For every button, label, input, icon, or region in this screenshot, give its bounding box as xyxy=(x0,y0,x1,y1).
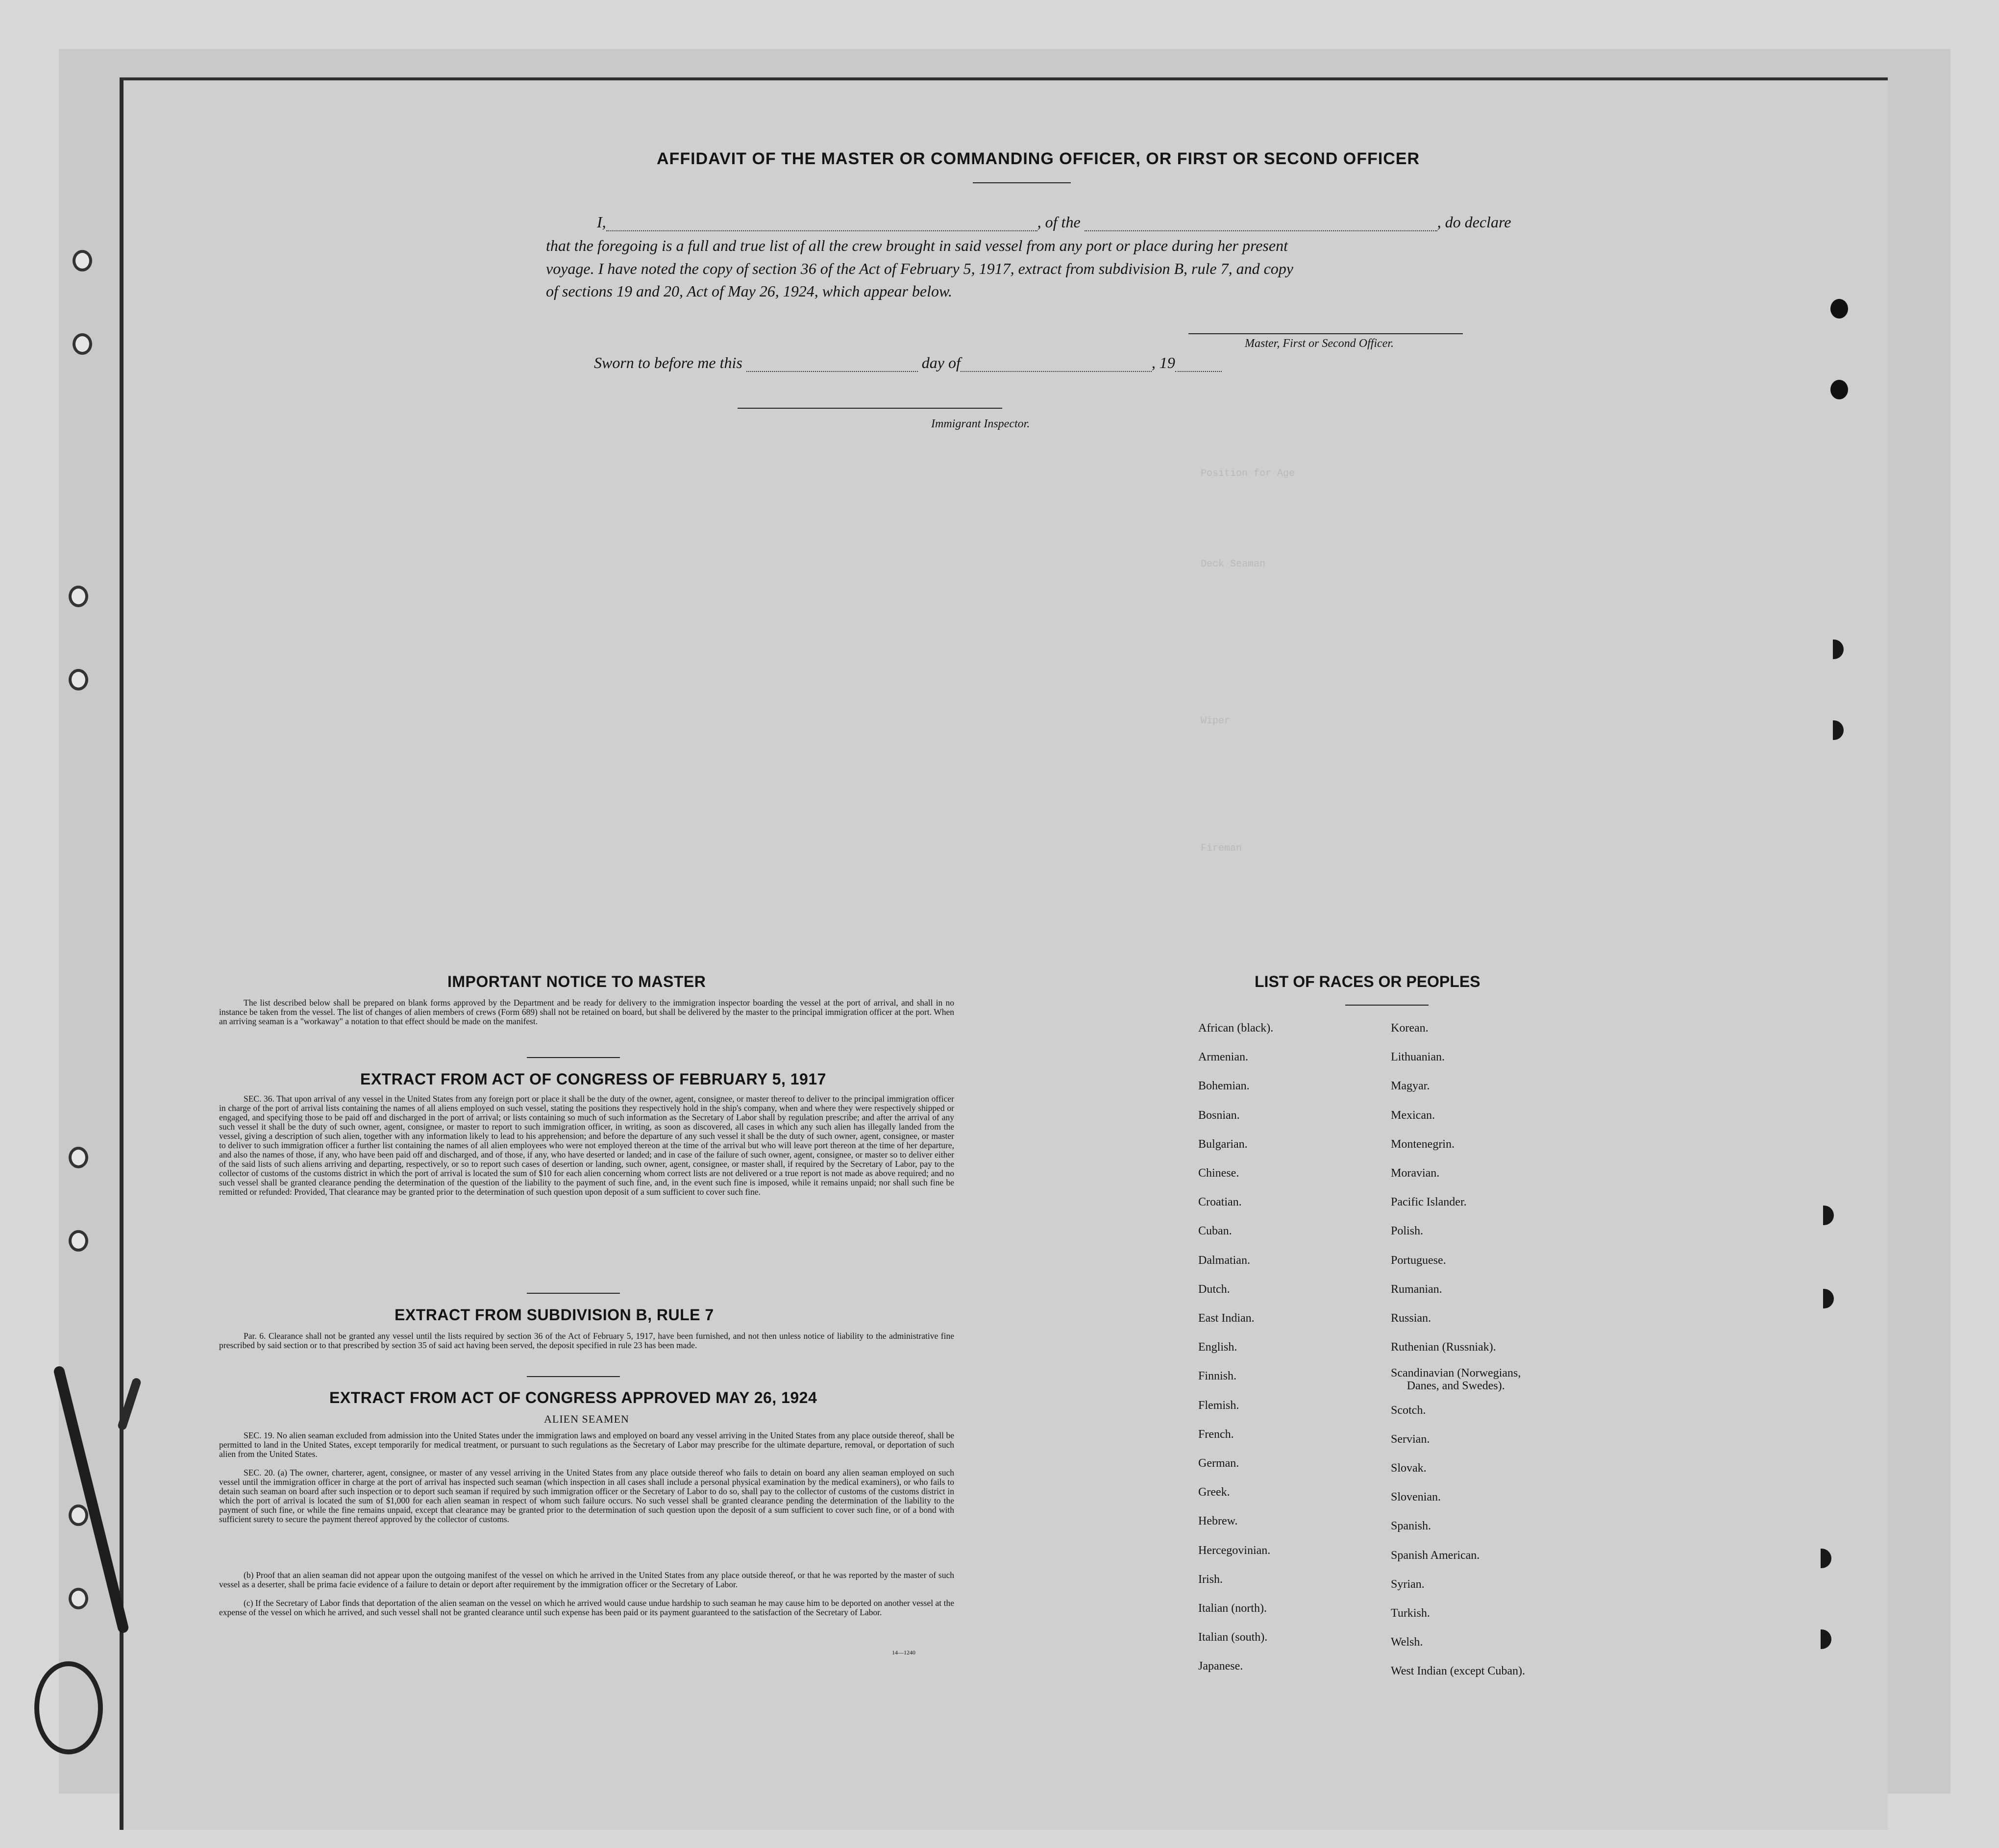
bleed-through-text: Fireman xyxy=(1201,843,1242,854)
race-item: Irish. xyxy=(1198,1573,1223,1586)
binder-hole xyxy=(69,1230,88,1252)
sec-20c-text: (c) If the Secretary of Labor finds that deportation of the alien seaman on the vessel on which he arrived would cause undue hardship to such seaman he may cause him to be deported on another vessel at the expense of the vessel on which he arrived, and such vessel shall not be granted clearance until such expense has been paid or its payment guaranteed to the satisfaction of the Secretary of Labor. xyxy=(219,1598,954,1617)
race-item: Turkish. xyxy=(1391,1607,1430,1620)
binder-hole xyxy=(69,586,88,607)
race-item: Spanish. xyxy=(1391,1520,1431,1533)
section-rule xyxy=(527,1376,620,1377)
pencil-circle-mark xyxy=(34,1661,103,1754)
alien-seamen-subtitle: ALIEN SEAMEN xyxy=(544,1413,629,1425)
sworn-year-blank[interactable] xyxy=(1175,371,1222,372)
extract-1917-title: EXTRACT FROM ACT OF CONGRESS OF FEBRUARY 5, 1917 xyxy=(360,1070,826,1088)
race-item: Greek. xyxy=(1198,1486,1230,1499)
day-of-label: day of xyxy=(921,354,961,371)
race-item: Portuguese. xyxy=(1391,1254,1446,1267)
binder-hole xyxy=(69,1588,88,1609)
race-item: Slovak. xyxy=(1391,1462,1427,1475)
signature-line[interactable] xyxy=(1188,333,1463,334)
signature-caption: Master, First or Second Officer. xyxy=(1245,337,1394,350)
race-item: Polish. xyxy=(1391,1225,1424,1238)
race-item: West Indian (except Cuban). xyxy=(1391,1665,1525,1678)
i-label: I, xyxy=(597,213,606,231)
race-item: Rumanian. xyxy=(1391,1282,1442,1296)
race-item: German. xyxy=(1198,1457,1239,1470)
sworn-day-blank[interactable] xyxy=(746,371,918,372)
declare-label: , do declare xyxy=(1437,213,1511,231)
vessel-blank[interactable] xyxy=(1085,230,1437,231)
race-item: Ruthenian (Russniak). xyxy=(1391,1341,1496,1354)
race-item: Servian. xyxy=(1391,1432,1430,1446)
form-number: 14—1240 xyxy=(892,1649,915,1656)
extract-1917-text: SEC. 36. That upon arrival of any vessel in the United States from any foreign port or place it shall be the duty of the owner, agent, consignee, or master thereof to deliver to the principal immigration officer in charge of the port of arrival lists containing the names of all aliens employed on such vessel, stating the positions they respectively hold in the ship's company, when and where they were respectively shipped or engaged, and specifying those to be paid off and discharged in the port of arrival; or lists containing so much of such information as the Secretary of Labor shall by regulation prescribe; and after the arrival of any such vessel it shall be the duty of such owner, agent, consignee, or master to report to such immigration officer, in writing, as soon as discovered, all cases in which any such alien has illegally landed from the vessel, giving a description of such alien, together with any information likely to lead to his apprehension; and before the departure of any such vessel it shall be the duty of such owner, agent, consignee, or master to deliver to such immigration officer a further list containing the names of all alien employees who were not employed thereon at the time of the arrival but who will leave port thereon at the time of her departure, and also the names of those, if any, who have been paid off and discharged, and of those, if any, who have deserted or landed; and in case of the failure of such owner, agent, consignee, or master so to deliver either of the said lists of such aliens arriving and departing, respectively, or so to report such cases of desertion or landing, such owner, agent, consignee, or master shall, if required by the Secretary of Labor, pay to the collector of customs of the customs district in which the port of arrival is located the sum of $10 for each alien concerning whom correct lists are not delivered or a true report is not made as above required; and no such vessel shall be granted clearance pending the determination of the question of the liability to the payment of such fine, and, in the event such fine is imposed, while it remains unpaid; nor shall such fine be remitted or refunded: Provided, That clearance may be granted prior to the determination of such question upon deposit of a sum sufficient to cover such fine. xyxy=(219,1094,954,1197)
race-item: Syrian. xyxy=(1391,1577,1425,1591)
inspector-caption: Immigrant Inspector. xyxy=(931,418,1030,430)
section-rule xyxy=(527,1057,620,1058)
sworn-month-blank[interactable] xyxy=(961,371,1152,372)
bleed-through-text: Deck Seaman xyxy=(1201,559,1266,570)
race-item: Spanish American. xyxy=(1391,1549,1480,1562)
race-item: Scandinavian (Norwegians, Danes, and Swedes). xyxy=(1391,1367,1521,1393)
inspector-signature-line[interactable] xyxy=(738,408,1002,409)
race-item: Russian. xyxy=(1391,1312,1431,1325)
races-title: LIST OF RACES OR PEOPLES xyxy=(1255,973,1481,990)
race-item: Montenegrin. xyxy=(1391,1137,1455,1151)
rule7-text: Par. 6. Clearance shall not be granted any vessel until the lists required by section 36 of the Act of February 5, 1917, have been furnished, and not then unless notice of liability to the administrative fine prescribed by said section or to that prescribed by section 35 of said act having been served, the deposit specified in rule 23 has been made. xyxy=(219,1331,954,1350)
race-item: Hebrew. xyxy=(1198,1515,1238,1528)
race-item: Japanese. xyxy=(1198,1660,1243,1673)
race-item: Croatian. xyxy=(1198,1196,1242,1209)
document-page xyxy=(120,77,1888,1830)
race-item: Armenian. xyxy=(1198,1051,1248,1064)
title-rule xyxy=(973,182,1071,183)
sec-20a-text: SEC. 20. (a) The owner, charterer, agent, consignee, or master of any vessel arriving in the United States from any place outside thereof who fails to detain on board any alien seaman employed on such vessel until the immigration officer in charge at the port of arrival has inspected such seaman (which inspection in all cases shall include a personal physical examination by the medical examiners), or who fails to detain such seaman on board after such inspection or to deport such seaman if required by such immigration officer or the Secretary of Labor to do so, shall pay to the collector of customs of the customs district in which the port of arrival is located the sum of $1,000 for each alien seaman in respect of whom such failure occurs. No such vessel shall be granted clearance pending the determination of the liability to the payment of such fine, or while the fine remains unpaid, except that clearance may be granted prior to the determination of such question upon the deposit of a sum sufficient to cover such fine, or of a bond with sufficient surety to secure the payment thereof approved by the collector of customs. xyxy=(219,1468,954,1524)
race-item: French. xyxy=(1198,1428,1234,1441)
race-item: Lithuanian. xyxy=(1391,1051,1445,1064)
race-item: Bulgarian. xyxy=(1198,1137,1248,1151)
affidavit-line-1 xyxy=(597,213,1511,231)
sworn-line xyxy=(594,354,1222,372)
race-item: Pacific Islander. xyxy=(1391,1196,1467,1209)
race-item: Italian (south). xyxy=(1198,1631,1268,1644)
binder-hole xyxy=(69,669,88,690)
affidavit-line-4: of sections 19 and 20, Act of May 26, 1924, which appear below. xyxy=(546,282,952,300)
binder-hole xyxy=(73,333,92,355)
binder-hole xyxy=(69,1504,88,1526)
race-item: Korean. xyxy=(1391,1022,1429,1035)
race-item: Moravian. xyxy=(1391,1167,1440,1180)
race-item: Welsh. xyxy=(1391,1636,1423,1649)
sworn-prefix: Sworn to before me this xyxy=(594,354,742,371)
affidavit-line-2: that the foregoing is a full and true list of all the crew brought in said vessel from any port or place during her present xyxy=(546,237,1288,254)
race-item: Cuban. xyxy=(1198,1225,1232,1238)
punch-hole xyxy=(1830,380,1848,399)
bleed-through-text: Wiper xyxy=(1201,715,1231,727)
bleed-through-text: Position for Age xyxy=(1201,468,1295,479)
race-item: English. xyxy=(1198,1341,1237,1354)
section-rule xyxy=(527,1293,620,1294)
race-item: Italian (north). xyxy=(1198,1602,1267,1615)
binder-hole xyxy=(73,250,92,271)
of-the-label: , of the xyxy=(1037,213,1081,231)
notice-title: IMPORTANT NOTICE TO MASTER xyxy=(447,973,706,990)
race-item: Scotch. xyxy=(1391,1404,1426,1417)
punch-hole xyxy=(1830,299,1848,319)
sec-19-text: SEC. 19. No alien seaman excluded from admission into the United States under the immigration laws and employed on board any vessel arriving in the United States from any place outside thereof, shall be permitted to land in the United States, except temporarily for medical treatment, or pursuant to such regulations as the Secretary of Labor may prescribe for the ultimate departure, removal, or deportation of such alien from the United States. xyxy=(219,1430,954,1459)
binder-hole xyxy=(69,1147,88,1168)
race-item: Chinese. xyxy=(1198,1167,1239,1180)
race-item: Magyar. xyxy=(1391,1080,1430,1093)
races-title-rule xyxy=(1345,1005,1429,1006)
name-blank[interactable] xyxy=(606,230,1037,231)
affidavit-title: AFFIDAVIT OF THE MASTER OR COMMANDING OFFICER, OR FIRST OR SECOND OFFICER xyxy=(657,149,1420,168)
race-item: Bosnian. xyxy=(1198,1109,1240,1122)
race-item: Dutch. xyxy=(1198,1282,1230,1296)
notice-text: The list described below shall be prepared on blank forms approved by the Department and be ready for delivery to the immigration inspector boarding the vessel at the port of arrival, and shall in no instance be taken from the vessel. The list of changes of alien members of crews (Form 689) shall not be retained on board, but shall be delivered by the master to the principal immigration officer at the port. When an arriving seaman is a "workaway" a notation to that effect should be made on the manifest. xyxy=(219,998,954,1026)
race-item: Bohemian. xyxy=(1198,1080,1250,1093)
rule7-title: EXTRACT FROM SUBDIVISION B, RULE 7 xyxy=(395,1306,714,1324)
year-label: , 19 xyxy=(1151,354,1175,371)
race-item: East Indian. xyxy=(1198,1312,1255,1325)
race-item: Mexican. xyxy=(1391,1109,1435,1122)
race-item: Hercegovinian. xyxy=(1198,1544,1271,1557)
extract-1924-title: EXTRACT FROM ACT OF CONGRESS APPROVED MAY 26, 1924 xyxy=(329,1389,817,1406)
race-item: Flemish. xyxy=(1198,1399,1239,1412)
sec-20b-text: (b) Proof that an alien seaman did not appear upon the outgoing manifest of the vessel on which he arrived in the United States from any place outside thereof, or that he was reported by the master of such vessel as a deserter, shall be prima facie evidence of a failure to detain or deport after requirement by the immigration officer or the Secretary of Labor. xyxy=(219,1570,954,1589)
race-item: African (black). xyxy=(1198,1022,1274,1035)
affidavit-line-3: voyage. I have noted the copy of section 36 of the Act of February 5, 1917, extract from subdivision B, rule 7, and copy xyxy=(546,260,1293,277)
race-item: Finnish. xyxy=(1198,1370,1237,1383)
race-item: Dalmatian. xyxy=(1198,1254,1250,1267)
race-item: Slovenian. xyxy=(1391,1491,1441,1504)
